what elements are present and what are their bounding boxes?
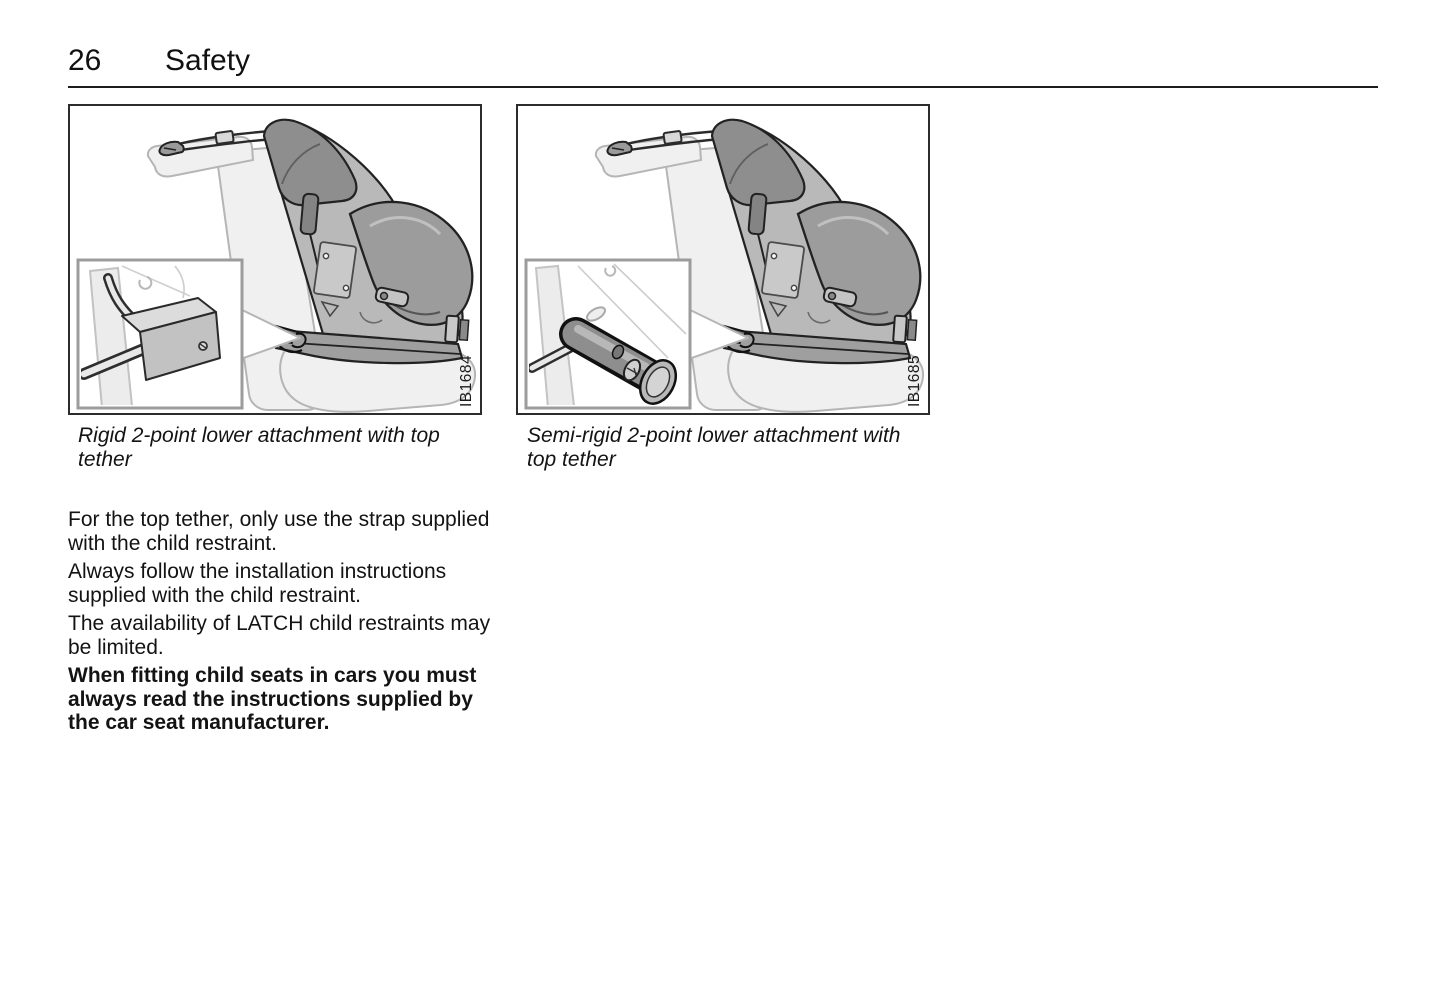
paragraph-warning-bold: When fitting child seats in cars you must always read the instructions supplied by the car seat manufacturer.	[68, 664, 477, 734]
child-seat-illustration-semi-rigid	[518, 106, 928, 413]
figure-caption-rigid: Rigid 2-point lower attachment with top tether	[78, 424, 440, 471]
body-text-column	[68, 508, 492, 740]
paragraph-availability: The availability of LATCH child restraints may be limited.	[68, 612, 491, 659]
figure-semi-rigid-attachment	[516, 104, 930, 415]
figure-id-label: IB1685	[906, 354, 923, 407]
page-number: 26	[68, 44, 102, 77]
figure-caption-semi-rigid: Semi-rigid 2-point lower attachment with top tether	[527, 424, 901, 471]
paragraph-installation: Always follow the installation instructions supplied with the child restraint.	[68, 560, 447, 607]
paragraph-top-tether: For the top tether, only use the strap supplied with the child restraint.	[68, 508, 490, 555]
header-rule	[68, 86, 1378, 88]
child-seat-illustration-rigid	[70, 106, 480, 413]
section-title: Safety	[165, 44, 251, 77]
figure-id-label: IB1684	[458, 354, 475, 407]
figure-rigid-attachment	[68, 104, 482, 415]
